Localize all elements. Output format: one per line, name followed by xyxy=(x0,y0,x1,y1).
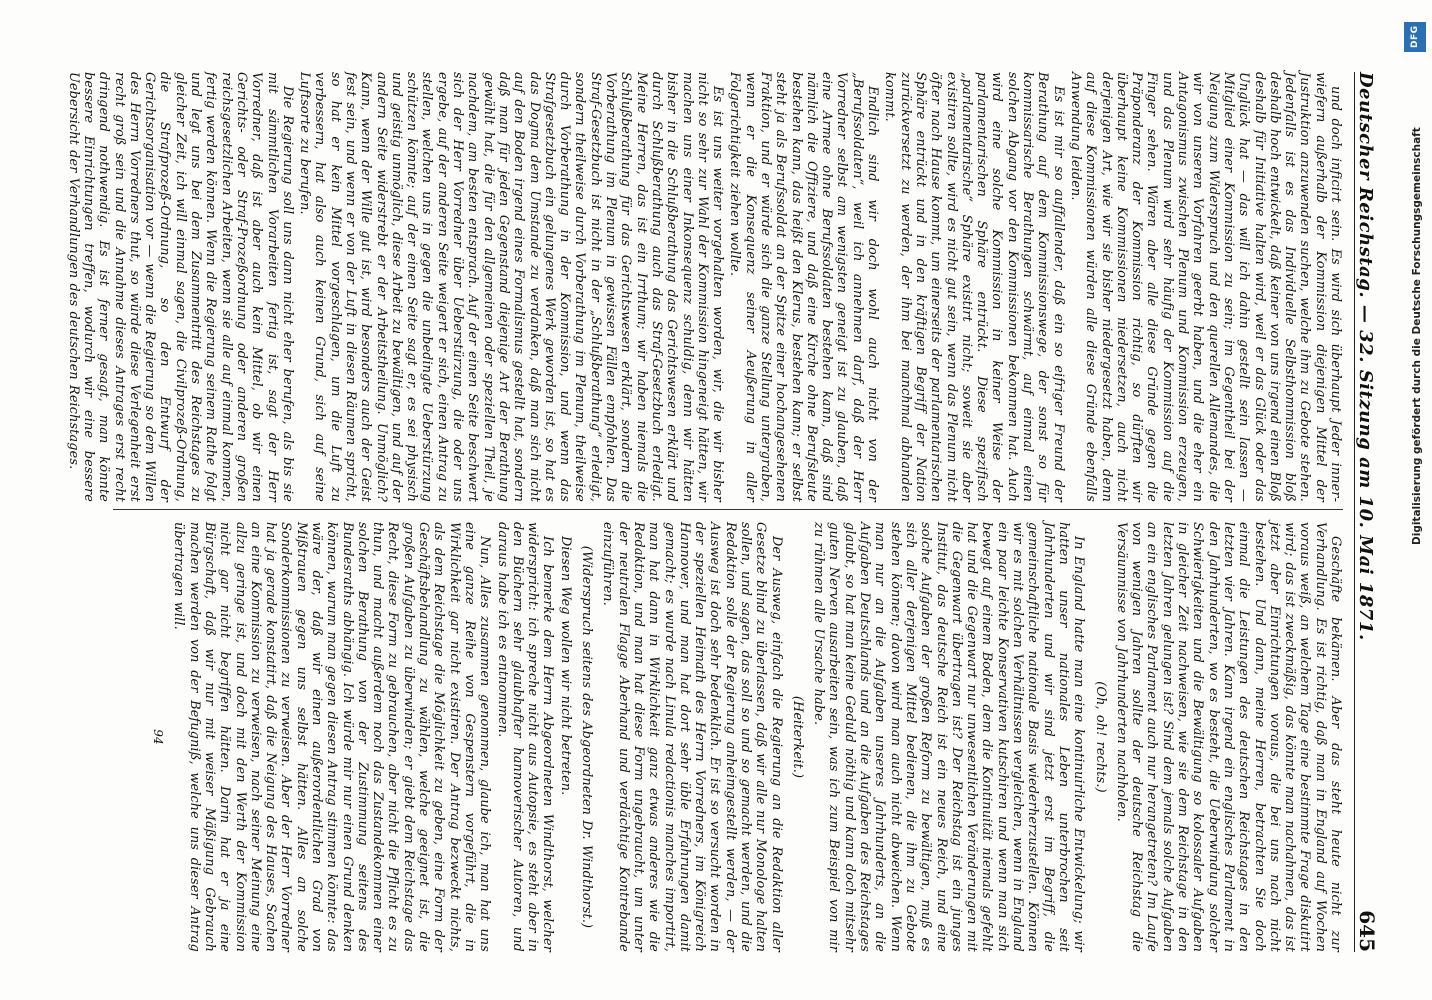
paragraph: und doch inficirt sein. Es wird sich überhaupt Jeder innerwiefern außerhalb der Kommission diejenigen Mittel der Justruktion anzuwenden suchen, welche ihm zu Gebote stehen. Jedenfalls ist es das Individuelle Selbsthommission bloß deshalb hoch entwickelt, daß keiner von uns irgend einen Bloß deshalb für Initiative halten wird, weil er das Glück oder das Unglück hat — das will ich dahin gestellt sein lassen — Mitglied einer Kommission zu sein; im Gegentheil bei der Neigung zum Widerspruch und den querellen Allemandes, die wir von unseren Vorfahren geerbt haben, und die eher ein Antagonismus zwischen Plenum und Kommission erzeugen, und das Plenum wird sehr häufig der Kommission auf die Finger sehen. Wären aber alle diese Gründe gegen die Präponderanz der Kommission richtig, so dürften wir überhaupt keine Kommissionen niedersetzen, auch nicht derjenigen Art, wie wir sie bisher niedergesetzt haben, denn auf diese Kommissionen würden alle diese Gründe ebenfalls Anwendung leiden. xyxy=(1067,72,1343,502)
paragraph: Es ist mir so auffallender, daß ein so eifriger Freund der Berathung auf dem Kommissionswege, der sonst so für kommissarische Berathungen schwärmt, auf einmal einen solchen Abgang vor den Kommissionen bekommen hat. Auch wird eine solche Kommission in keiner Weise der parlamentarischen Sphäre entrückt. Diese spezifisch „parlamentarische“ Sphäre existirt nicht; soweit sie aber existiren sollte, wird es nicht gut sein, wenn das Plenum nicht öfter nach Hause kommt, um einerseits der parlamentarischen Sphäre entrückt und in den kräftigen Begriff der Nation zurückversetzt zu werden, der ihm bei manchmal abhanden kommt. xyxy=(882,72,1066,502)
paragraph: Diesen Weg wollen wir nicht betreten. xyxy=(557,536,573,796)
paragraph: Endlich sind wir doch wohl auch nicht von der „Berufssoldaten“, weil ich annehmen darf, daß der Herr Vorredner selbst am wenigsten geneigt ist zu glauben, daß eine Armee ohne Berufssoldaten bestehen kann, daß sind nämlich die Offiziere, und daß eine Kirche ohne Berufsleute bestehen kann, das heißt den Klerus, bestehen kann; er selbst steht ja als Berufssoldat an der Spitze einer hochangesehenen Fraktion, und er würde sich die ganze Stellung untergraben, wenn er die Konsequenz seiner Aeußerung in aller Folgerichtigkeit ziehen wollte. xyxy=(727,72,881,502)
interjection: (Heiterkeit.) xyxy=(789,695,805,779)
signature-mark: 94 xyxy=(151,729,166,745)
interjection: (Oh, oh! rechts.) xyxy=(1092,681,1108,793)
column-divider xyxy=(113,509,1343,510)
interjection: (Widerspruch seitens des Abgeordneten Dr. Windthorst.) xyxy=(579,545,595,929)
paragraph: Nun, Alles zusammen genommen, glaube ich, man hat uns eine ganze Reihe von Gespenstern vorgeführt, die in Wirklichkeit gar nicht existiren. Der Antrag bezweckt nichts, als dem Reichstage die Möglichkeit zu geben, eine Form der Geschäftsbehandlung zu wählen, welche geeignet ist, die großen Aufgaben zu überwinden; er giebt dem Reichstage das Recht, diese Form zu gebrauchen, aber nicht die Pflicht es zu thun, und macht außerdem noch das Zustandekommen einer solchen Berathung von der Zustimmung seitens des Bundesraths abhängig. Ich würde mir nur einen Grund denken können, warum man gegen diesen Antrag stimmen könnte: das wäre der, daß wir einen außerordentlichen Grad von Mißtrauen gegen uns selbst hätten. Alles an solche Sonderkommissionen zu verweisen. Aber der Herr Vorredner hat ja gerade konstatirt, daß die Neigung des Hauses, Sachen an eine Kommission zu verweisen, nach seiner Meinung eine allzu geringe ist, und doch mit den Werth der Kommission nicht gar nicht begriffen hätten. Darin hat er ja eine Bürgschaft, daß wir nur mit weiser Mäßigung Gebrauch machen werden von der Befugniß, welche uns dieser Antrag übertragen will. xyxy=(171,522,493,952)
paragraph: Der Ausweg, einfach die Regierung an die Redaktion aller Gesetze blind zu überlassen, daß wir alle nur Monologe halten sollen, und sagen, das soll so und so gemacht werden, und die Redaktion solle der Regierung anheimgestellt werden, — der Ausweg ist doch sehr bedenklich. Er ist so versucht worden in der speziellen Heimath des Herrn Vorredners, im Königreich Hannover, und man hat dort sehr üble Erfahrungen damit gemacht; es wurde nach Linula redactionis manches importirt, man hat dann in Wirklichkeit ganz etwas anderes wie die Redaktion, und man hat diese Form ungebraucht, um unter der neutralen Flagge Aberhand und verdächtige Kontrebande einzuführen. xyxy=(600,522,784,952)
paragraph: Ich bemerke dem Herrn Abgeordneten Windthorst, welcher widerspricht: ich spreche nicht aus Autopsie, es steht aber in den Büchern sehr glaubhafter hannoverischer Autoren, und daraus habe ich es entnommen. xyxy=(494,522,556,952)
page-number: 645 xyxy=(1355,910,1379,952)
page-header xyxy=(1354,72,1395,952)
paragraph: In England hatte man eine kontinuirliche Entwickelung; wir hatten unser nationales Leben unterbrochen seit Jahrhunderten und wir sind jetzt erst im Begriff, die gemeinschaftliche nationale Basis wiederherzustellen. Können wir es mit solchen Verhältnissen vergleichen, wenn in England ein paar leichte Konservativen kutschiren und wenn man sich bewegt auf einem Boden, dem die Kontinuität niemals gefehlt hat und die Gegenwart nur unwesentlichen Veränderungen mit die Gegenwart übertragen ist? Der Reichstag ist ein junges Institut, das deutsche Reich ist ein neues Reich, und eine solche Aufgaben der großen Reform zu bewältigen, muß es sich aller derjenigen Mittel bedienen, die ihm zu Gebote stehen können; davon wird man auch nicht abweichen. Wenn man nur an die Aufgaben unseres Jahrhunderts, an die Aufgaben Deutschlands und an die Aufgaben des Reichstages glaubt, so hat man keine Geduld nöthig und kann doch mitsehr guten Nerven ausarbeiten sein, was ich zum Beispiel von mir zu rühmen alle Ursache habe. xyxy=(811,522,1087,952)
running-title: Deutscher Reichstag. — 32. Sitzung am 10. Mai 1871. xyxy=(1355,72,1376,641)
paragraph: Geschäfte bekämen. Aber das steht heute nicht zur Verhandlung. Es ist richtig, daß man in England auf Wochen voraus weiß, an welchem Tage eine bestimmte Frage diskutirt wird; das ist zweckmäßig, das könnte man nachahmen, das ist jetzt aber Einrichtungen voraus, die bei uns nach nicht bestehen. Und dann, meine Herren, betrachten Sie doch einmal die Leistungen des deutschen Reichstages in den letzten vier Jahren. Kann irgend ein englisches Parlament in den Jahrhunderten, wo es besteht, die Ueberwindung solcher Schwierigkeiten und die Bewältigung so kolossaler Aufgaben in gleicher Zeit nachweisen, wie sie dem Reichstage in den letzten Jahren gelungen ist? Sind dem jemals solche Aufgaben an ein englisches Parlament auch nur herangetreten? Im Laufe von wenigen Jahren sollte der deutsche Reichstag die Versäumnisse von Jahrhunderten nachholen. xyxy=(1113,522,1343,952)
paragraph: Es ist uns weiter vorgehalten worden, wir, die wir bisher nicht so sehr zur Wahl der Kommission hingeneigt hätten, wir machen uns einer Inkonsequenz schuldig, denn wir hätten bisher in die Schlußberathung das Gerichtswesen erklärt und durch Schlußberathung auch das Straf-Gesetzbuch erledigt. Meine Herren, das ist ein Irrthum; wir haben niemals die Schlußberathung für das Gerichtswesen erklärt, sondern die Vorberathung im Plenum in gewissen Fällen empfohlen. Das Straf-Gesetzbuch ist nicht in der „Schlußberathung“ erledigt, sondern theilweise durch Vorberathung im Plenum, theilweise durch Vorberathung in der Kommission, und wenn das Strafgesetzbuch ein gelungenes Werk geworden ist, so hat es das Dogma dem Umstande zu verdanken, daß man sich nicht auf den Boden irgend eines Formalismus gestellt hat, sondern daß man für jeden Gegenstand diejenige Art der Berathung gewählt hat, die für den allgemeinen oder speziellen Theil, je nachdem, am besten entsprach. Auf der einen Seite beschwert sich der Herr Vorredner über Ueberstürzung, die oder uns ergebe, auf der anderen Seite weigert er sich, einen Antrag zu stellen, welchen uns in gegen die unbedingte Ueberstürzung schützen könnte; auf der einen Seite sagt er, es sei physisch und geistig unmöglich, diese Arbeit zu bewältigen, und auf der andern Seite widerstrebt er der Arbeitstheilung. Unmöglich? Kann, wenn der Wille gut ist, wird besonders auch der Geist fest sein, und wenn er von der Luft in diesen Räumen spricht, so hat er kein Mittel vorgeschlagen, um die Luft zu verbessern, hat also auch keinen Grund, sich auf seine Luftsorte zu berufen. xyxy=(297,72,726,502)
paragraph: Die Regierung soll uns dann nicht eher berufen, als bis sie mit sämmtlichen Vorarbeiten fertig ist, sagt der Herr Vorredner, daß ist aber auch kein Mittel, ob wir einen Gerichts- oder Straf-Prozeßordnung oder anderen großen reichsgesetzlichen Arbeiten, wenn sie alle auf einmal kommen, fertig werden können. Wenn die Regierung seinem Rathe folgt und legt uns bei dem Zusammentritt des Reichstages zu gleicher Zeit, ich will einmal sagen, die Civilprozeß-Ordnung, die Strafprozeß-Ordnung, so den Entwurf der Gerichtsorganisation vor — wenn die Regierung so dem Willen des Herrn Vorredners thut, so würde diese Verlegenheit erst recht groß sein und die Annahme dieses Antrages erst recht dringend nothwendig. Es ist ferner gesagt, man könnte bessere Einrichtungen treffen, wodurch wir eine bessere Uebersicht der Verhandlungen des deutschen Reichstages. xyxy=(65,72,295,502)
funding-note: Digitalisierung gefördert durch die Deutsche Forschungsgemeinschaft xyxy=(1411,127,1423,545)
rotated-page-content xyxy=(65,42,1395,962)
right-column xyxy=(144,522,1343,952)
dfg-logo: DFG xyxy=(1404,22,1426,52)
left-column xyxy=(63,72,1343,502)
